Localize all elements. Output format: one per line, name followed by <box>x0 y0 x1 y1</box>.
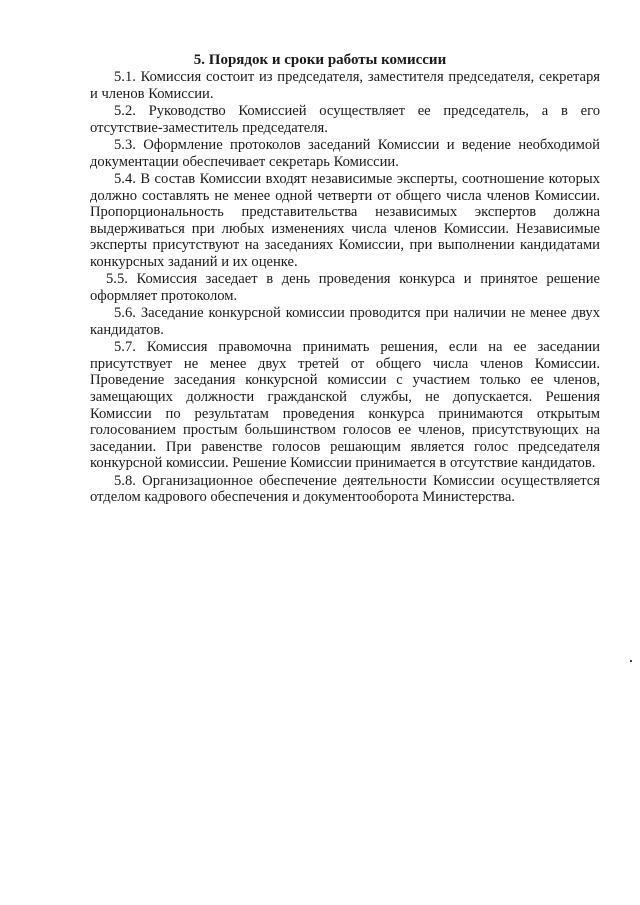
paragraph-5-8: 5.8. Организационное обеспечение деятельности Комиссии осуществляется отделом кадрового обеспечения и документооборота Министерства. <box>90 472 600 506</box>
paragraph-5-4: 5.4. В состав Комиссии входят независимые эксперты, соотношение которых должно составлять не менее одной четверти от общего числа членов Комиссии. Пропорциональность представительства независимых экспертов должна выдерживаться при любых изменениях числа членов Комиссии. Независимые эксперты присутствуют на заседаниях Комиссии, при выполнении кандидатами конкурсных заданий и их оценке. <box>90 170 600 270</box>
paragraph-5-6: 5.6. Заседание конкурсной комиссии проводится при наличии не менее двух кандидатов. <box>90 305 600 338</box>
paragraph-5-7: 5.7. Комиссия правомочна принимать решения, если на ее заседании присутствует не менее двух третей от общего числа членов Комиссии. Проведение заседания конкурсной комиссии с участием только ее членов, замещающих должности гражданской службы, не допускается. Решения Комиссии по результатам проведения конкурса принимаются открытым голосованием простым большинством голосов ее членов, присутствующих на заседании. При равенстве голосов решающим является голос председателя конкурсной комиссии. Решение Комиссии принимается в отсутствие кандидатов. <box>90 339 600 472</box>
section-title: 5. Порядок и сроки работы комиссии <box>193 52 447 68</box>
section-body <box>90 69 600 507</box>
paragraph-5-5: 5.5. Комиссия заседает в день проведения конкурса и принятое решение оформляет протоколом. <box>90 271 600 304</box>
scan-speck <box>630 660 632 662</box>
paragraph-5-1: 5.1. Комиссия состоит из председателя, заместителя председателя, секретаря и членов Комиссии. <box>90 69 600 102</box>
paragraph-5-3: 5.3. Оформление протоколов заседаний Комиссии и ведение необходимой документации обеспечивает секретарь Комиссии. <box>90 136 600 170</box>
paragraph-5-2: 5.2. Руководство Комиссией осуществляет ее председатель, а в его отсутствие-заместитель председателя. <box>90 102 600 136</box>
